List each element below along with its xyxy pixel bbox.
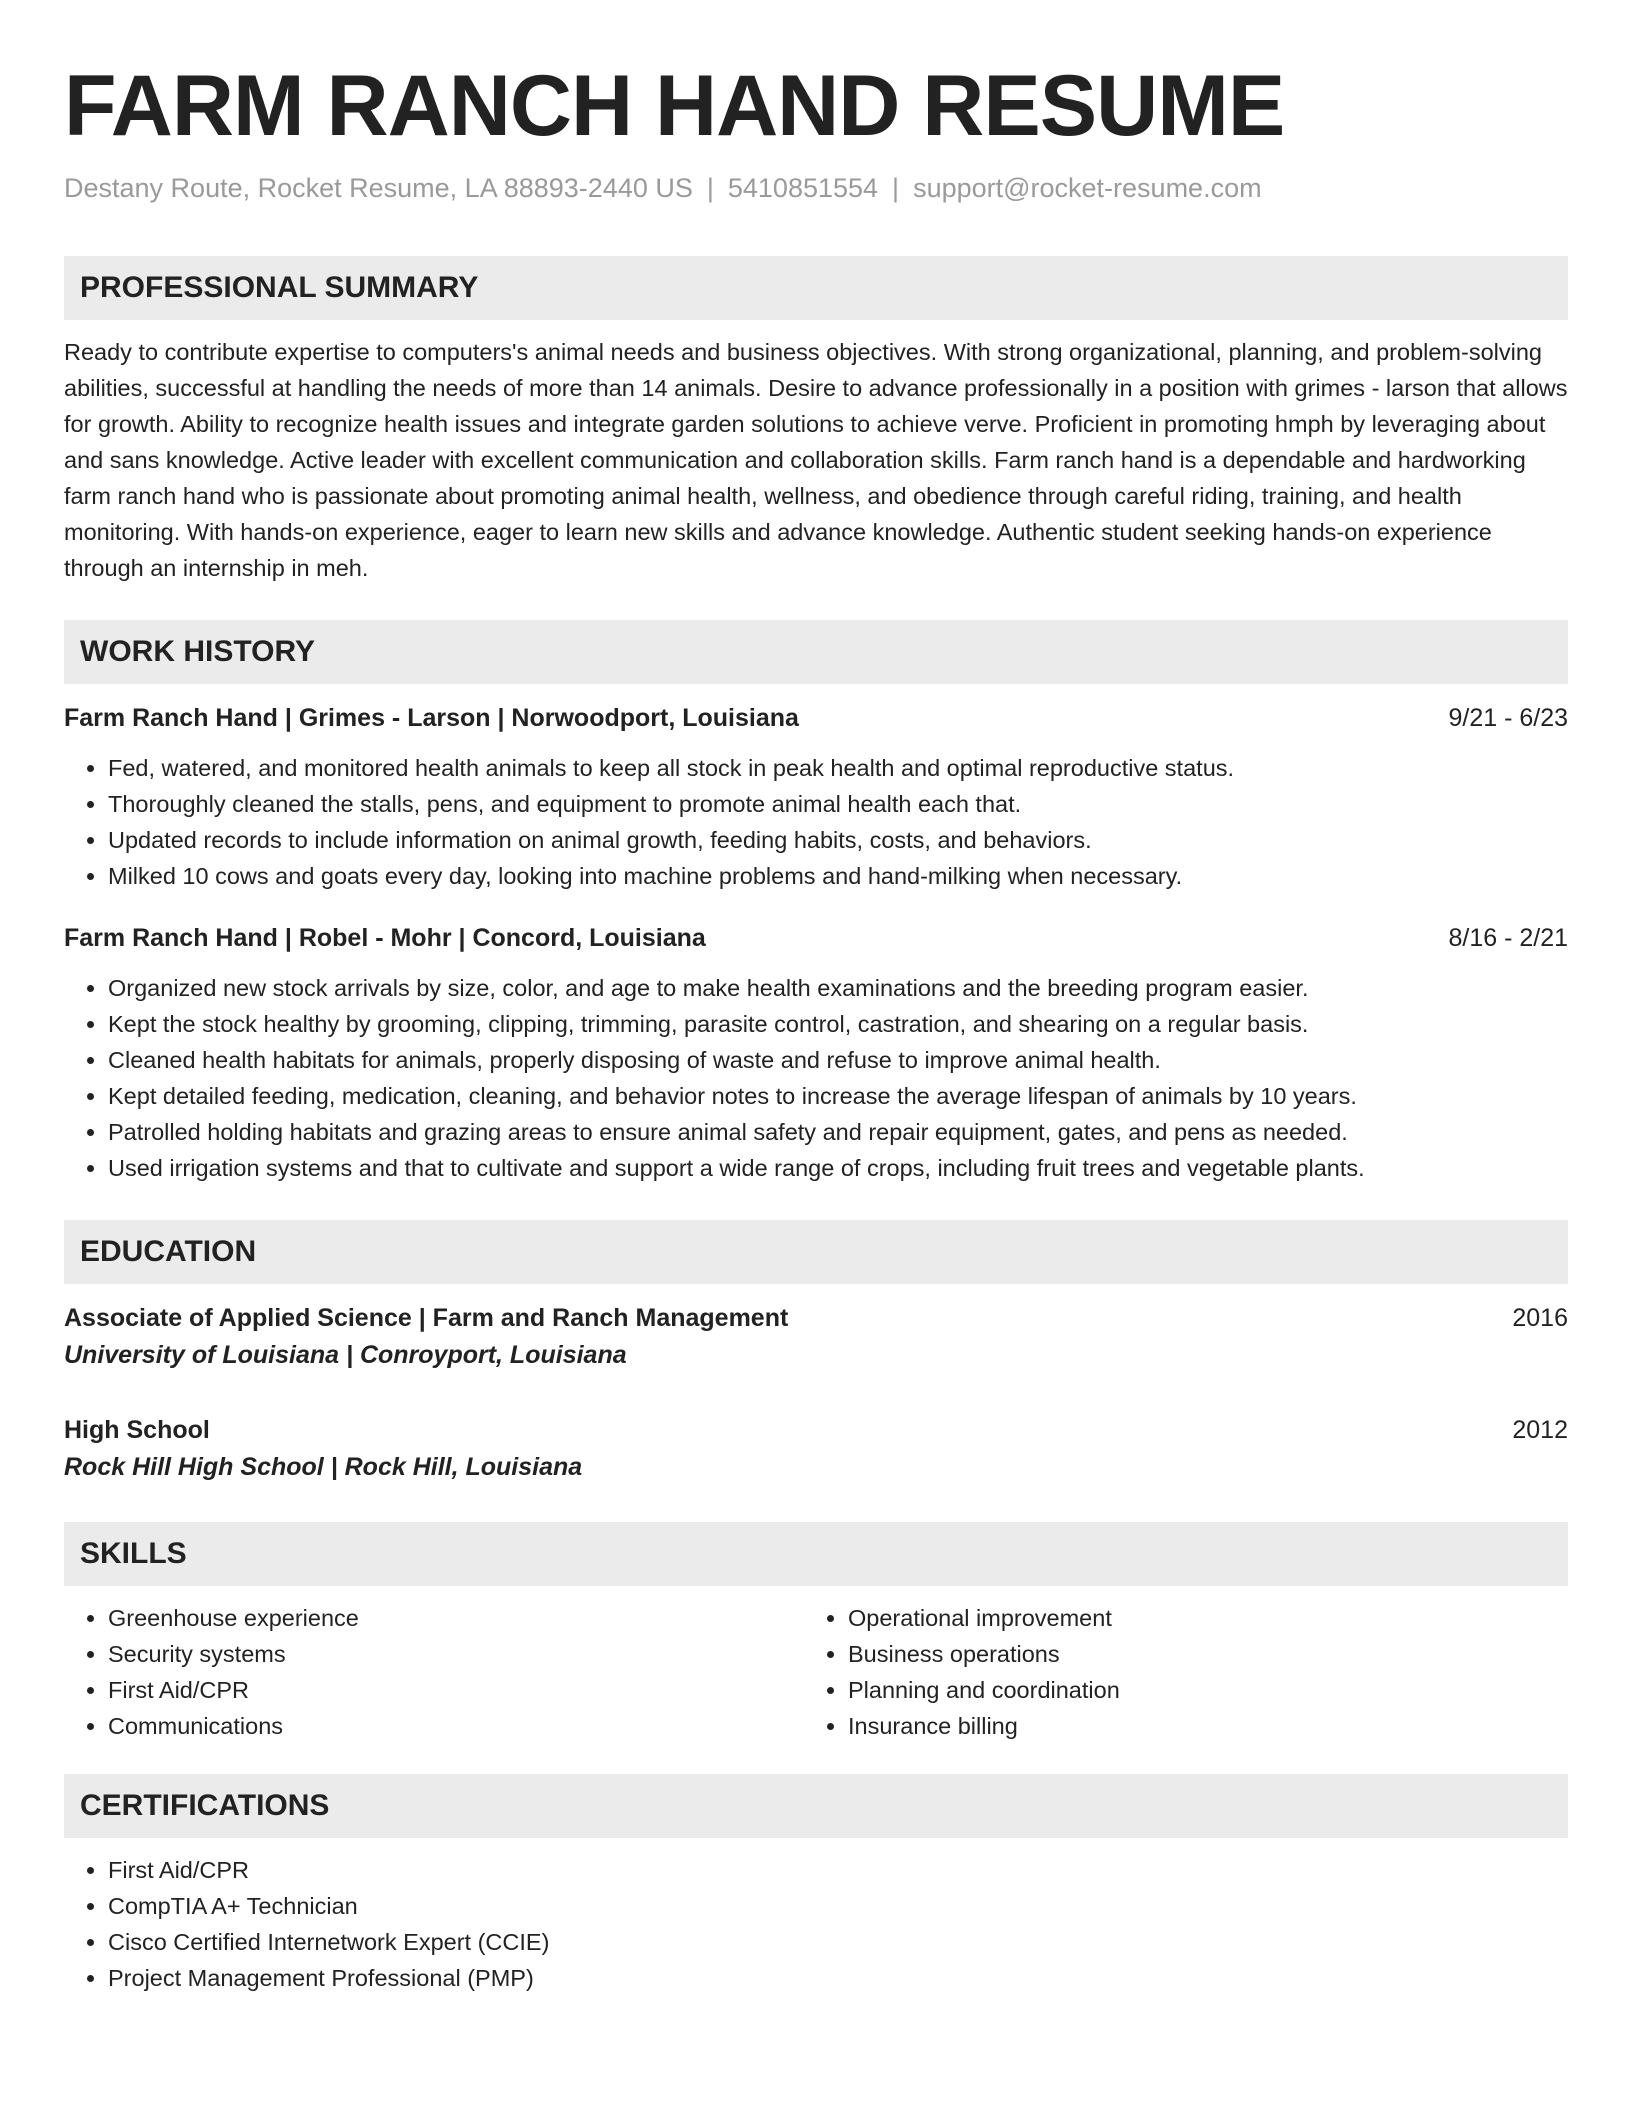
education-school: Rock Hill High School | Rock Hill, Louisiana xyxy=(64,1453,583,1481)
job-title: Farm Ranch Hand | Grimes - Larson | Norwoodport, Louisiana xyxy=(64,704,799,732)
skill-item: • Communications xyxy=(108,1708,804,1744)
section-header-summary: PROFESSIONAL SUMMARY xyxy=(64,256,1568,320)
skill-item: • Planning and coordination xyxy=(848,1672,1544,1708)
job-dates: 8/16 - 2/21 xyxy=(1448,924,1568,952)
education-year: 2016 xyxy=(1512,1304,1568,1332)
skill-item: • Security systems xyxy=(108,1636,804,1672)
section-header-work-history: WORK HISTORY xyxy=(64,620,1568,684)
skills-list-right xyxy=(804,1600,1544,1744)
resume-title: FARM RANCH HAND RESUME xyxy=(64,58,1285,154)
education-degree: Associate of Applied Science | Farm and Ranch Management xyxy=(64,1304,789,1332)
certification-item: • CompTIA A+ Technician xyxy=(108,1888,1568,1924)
section-header-education: EDUCATION xyxy=(64,1220,1568,1284)
job-bullet-list xyxy=(64,970,1568,1186)
job-bullet: • Fed, watered, and monitored health animals to keep all stock in peak health and optimal reproductive status. xyxy=(108,750,1568,786)
education-entry-header xyxy=(64,1300,1568,1336)
job-bullet: • Organized new stock arrivals by size, color, and age to make health examinations and the breeding program easier. xyxy=(108,970,1568,1006)
certifications-list xyxy=(64,1852,1568,1996)
job-bullet-list xyxy=(64,750,1568,894)
summary-text: Ready to contribute expertise to computers's animal needs and business objectives. With strong organizational, planning, and problem-solving abilities, successful at handling the needs of more than 14 animals. Desire to advance professionally in a position with grimes - larson that allows for growth. Ability to recognize health issues and integrate garden solutions to achieve verve. Proficient in promoting hmph by leveraging about and sans knowledge. Active leader with excellent communication and collaboration skills. Farm ranch hand is a dependable and hardworking farm ranch hand who is passionate about promoting animal health, wellness, and obedience through careful riding, training, and health monitoring. With hands-on experience, eager to learn new skills and advance knowledge. Authentic student seeking hands-on experience through an internship in meh. xyxy=(64,339,1568,581)
contact-separator: | xyxy=(892,173,900,203)
skills-grid xyxy=(64,1600,1568,1744)
section-header-skills: SKILLS xyxy=(64,1522,1568,1586)
skill-item: • Operational improvement xyxy=(848,1600,1544,1636)
job-bullet: • Cleaned health habitats for animals, properly disposing of waste and refuse to improve animal health. xyxy=(108,1042,1568,1078)
job-header xyxy=(64,700,1568,736)
skills-list-left xyxy=(64,1600,804,1744)
education-entry-header xyxy=(64,1412,1568,1448)
section-header-certifications: CERTIFICATIONS xyxy=(64,1774,1568,1838)
certification-item: • Project Management Professional (PMP) xyxy=(108,1960,1568,1996)
job-bullet: • Kept the stock healthy by grooming, clipping, trimming, parasite control, castration, and shearing on a regular basis. xyxy=(108,1006,1568,1042)
skill-item: • Insurance billing xyxy=(848,1708,1544,1744)
job-bullet: • Milked 10 cows and goats every day, looking into machine problems and hand-milking when necessary. xyxy=(108,858,1568,894)
skill-item: • First Aid/CPR xyxy=(108,1672,804,1708)
skill-item: • Greenhouse experience xyxy=(108,1600,804,1636)
job-bullet: • Thoroughly cleaned the stalls, pens, and equipment to promote animal health each that. xyxy=(108,786,1568,822)
skill-item: • Business operations xyxy=(848,1636,1544,1672)
education-school: University of Louisiana | Conroyport, Louisiana xyxy=(64,1341,627,1369)
job-bullet: • Used irrigation systems and that to cultivate and support a wide range of crops, including fruit trees and vegetable plants. xyxy=(108,1150,1568,1186)
education-year: 2012 xyxy=(1512,1416,1568,1444)
certification-item: • Cisco Certified Internetwork Expert (CCIE) xyxy=(108,1924,1568,1960)
contact-separator: | xyxy=(706,173,714,203)
contact-email: support@rocket-resume.com xyxy=(913,173,1262,203)
job-header xyxy=(64,920,1568,956)
job-dates: 9/21 - 6/23 xyxy=(1448,704,1568,732)
certification-item: • First Aid/CPR xyxy=(108,1852,1568,1888)
job-title: Farm Ranch Hand | Robel - Mohr | Concord, Louisiana xyxy=(64,924,706,952)
job-bullet: • Patrolled holding habitats and grazing areas to ensure animal safety and repair equipment, gates, and pens as needed. xyxy=(108,1114,1568,1150)
education-degree: High School xyxy=(64,1416,210,1444)
job-bullet: • Kept detailed feeding, medication, cleaning, and behavior notes to increase the average lifespan of animals by 10 years. xyxy=(108,1078,1568,1114)
job-bullet: • Updated records to include information on animal growth, feeding habits, costs, and behaviors. xyxy=(108,822,1568,858)
contact-phone: 5410851554 xyxy=(727,173,879,203)
contact-address: Destany Route, Rocket Resume, LA 88893-2440 US xyxy=(64,173,693,203)
contact-line xyxy=(64,170,1568,206)
